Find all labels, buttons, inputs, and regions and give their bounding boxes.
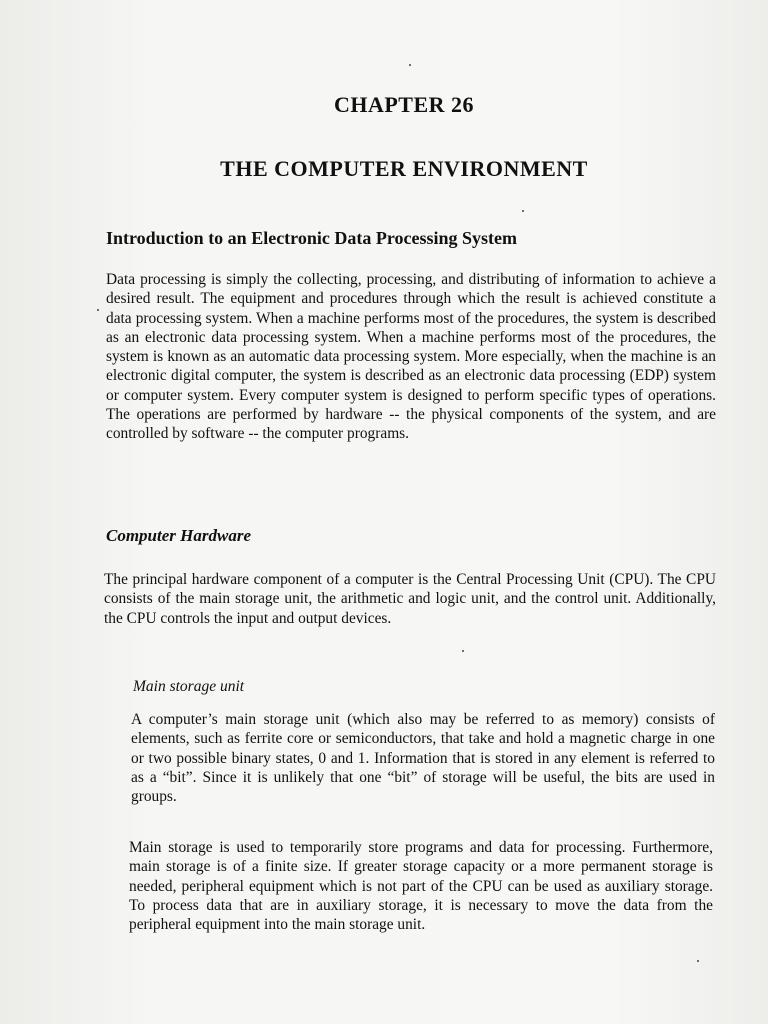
main-storage-paragraph-1: A computer’s main storage unit (which also may be referred to as memory) consists of elements, such as ferrite core or semiconductors, that take and hold a magnetic charge in one or two possible binary states, 0 and 1. Information that is stored in any element is referred to as a “bit”. Since it is unlikely that one “bit” of storage will be useful, the bits are used in groups. bbox=[131, 711, 715, 806]
scan-speck bbox=[409, 64, 411, 66]
section-heading-intro: Introduction to an Electronic Data Processing System bbox=[106, 228, 517, 248]
section-heading-hardware: Computer Hardware bbox=[106, 526, 251, 545]
scan-speck bbox=[697, 960, 699, 962]
scan-speck bbox=[462, 650, 464, 652]
intro-paragraph: Data processing is simply the collecting, processing, and distributing of information to achieve a desired result. The equipment and procedures through which the result is achieved constitute a data processing system. When a machine performs most of the procedures, the system is described as an electronic data processing system. When a machine performs most of the procedures, the system is known as an automatic data processing system. More especially, when the machine is an electronic digital computer, the system is described as an electronic data processing (EDP) system or computer system. Every computer system is designed to perform specific types of operations. The operations are performed by hardware -- the physical components of the system, and are controlled by software -- the computer programs. bbox=[106, 271, 716, 443]
hardware-paragraph: The principal hardware component of a computer is the Central Processing Unit (CPU). The CPU consists of the main storage unit, the arithmetic and logic unit, and the control unit. Additionally, the CPU controls the input and output devices. bbox=[104, 571, 716, 627]
scan-speck bbox=[97, 309, 99, 311]
subsection-heading-main-storage: Main storage unit bbox=[133, 678, 245, 695]
chapter-title: THE COMPUTER ENVIRONMENT bbox=[220, 156, 588, 181]
chapter-number: CHAPTER 26 bbox=[333, 92, 475, 117]
main-storage-paragraph-2: Main storage is used to temporarily store programs and data for processing. Furthermore, main storage is of a finite size. If greater storage capacity or a more permanent storage is needed, peripheral equipment which is not part of the CPU can be used as auxiliary storage. To process data that are in auxiliary storage, it is necessary to move the data from the peripheral equipment into the main storage unit. bbox=[129, 839, 713, 934]
scan-speck bbox=[522, 210, 524, 212]
